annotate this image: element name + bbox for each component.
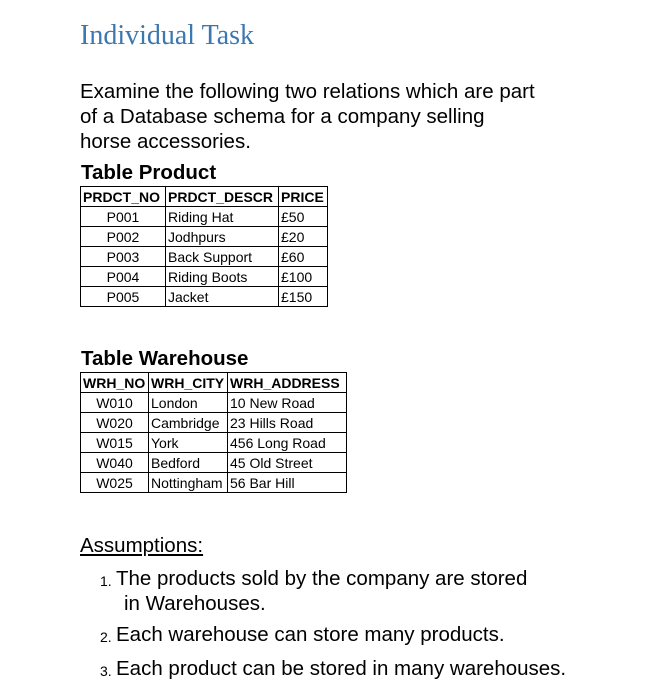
- list-item-line: Each warehouse can store many products.: [116, 623, 505, 646]
- list-item-text: [116, 656, 566, 684]
- table-row: [81, 267, 328, 287]
- column-header-prdct-no: PRDCT_NO: [81, 187, 166, 207]
- table-row: [81, 247, 328, 267]
- table-header-row: [81, 373, 347, 393]
- product-table: [80, 186, 328, 307]
- list-item-text: [116, 622, 505, 650]
- intro-line-3: horse accessories.: [80, 130, 251, 153]
- table-cell: P005: [81, 287, 166, 307]
- table-cell: P004: [81, 267, 166, 287]
- column-header-price: PRICE: [279, 187, 328, 207]
- list-item-number: 2.: [100, 629, 112, 645]
- table-cell: Bedford: [149, 453, 228, 473]
- list-item-number: 3.: [100, 663, 112, 679]
- list-item-text: [116, 566, 527, 616]
- intro-line-1: Examine the following two relations which are part: [80, 80, 535, 103]
- table-row: [81, 453, 347, 473]
- table-cell: W010: [81, 393, 149, 413]
- table-cell: 456 Long Road: [228, 433, 347, 453]
- list-item-line: The products sold by the company are stored: [116, 567, 528, 590]
- table-cell: 23 Hills Road: [228, 413, 347, 433]
- table-row: [81, 287, 328, 307]
- intro-line-2: of a Database schema for a company selling: [80, 105, 485, 128]
- intro-paragraph: [80, 79, 600, 154]
- table-cell: Nottingham: [149, 473, 228, 493]
- table-cell: W015: [81, 433, 149, 453]
- table-cell: 10 New Road: [228, 393, 347, 413]
- column-header-prdct-descr: PRDCT_DESCR: [166, 187, 279, 207]
- table-cell: £60: [279, 247, 328, 267]
- list-item-number: 1.: [100, 573, 112, 589]
- column-header-wrh-no: WRH_NO: [81, 373, 149, 393]
- table-cell: W020: [81, 413, 149, 433]
- table-row: [81, 433, 347, 453]
- table-cell: Jacket: [166, 287, 279, 307]
- warehouse-table: [80, 372, 347, 493]
- table-cell: P003: [81, 247, 166, 267]
- column-header-wrh-address: WRH_ADDRESS: [228, 373, 347, 393]
- table-cell: York: [149, 433, 228, 453]
- table-header-row: [81, 187, 328, 207]
- table-cell: £20: [279, 227, 328, 247]
- table-cell: Jodhpurs: [166, 227, 279, 247]
- table-cell: Cambridge: [149, 413, 228, 433]
- table-cell: W040: [81, 453, 149, 473]
- assumptions-list: [100, 566, 630, 690]
- list-item-line: Each product can be stored in many warehouses.: [116, 657, 567, 680]
- table-row: [81, 207, 328, 227]
- table-cell: P002: [81, 227, 166, 247]
- table-cell: Back Support: [166, 247, 279, 267]
- table-cell: Riding Hat: [166, 207, 279, 227]
- table-cell: 56 Bar Hill: [228, 473, 347, 493]
- table-cell: 45 Old Street: [228, 453, 347, 473]
- table-cell: P001: [81, 207, 166, 227]
- warehouse-table-heading: Table Warehouse: [81, 347, 249, 370]
- table-cell: W025: [81, 473, 149, 493]
- table-cell: Riding Boots: [166, 267, 279, 287]
- list-item: [100, 566, 630, 616]
- product-table-heading: Table Product: [81, 161, 217, 184]
- table-row: [81, 227, 328, 247]
- table-row: [81, 413, 347, 433]
- list-item-line: in Warehouses.: [124, 592, 266, 615]
- table-cell: London: [149, 393, 228, 413]
- list-item: [100, 656, 630, 684]
- table-cell: £100: [279, 267, 328, 287]
- table-row: [81, 393, 347, 413]
- table-cell: £150: [279, 287, 328, 307]
- table-cell: £50: [279, 207, 328, 227]
- list-item: [100, 622, 630, 650]
- page-title: Individual Task: [80, 20, 255, 51]
- assumptions-heading: Assumptions:: [80, 534, 204, 557]
- table-row: [81, 473, 347, 493]
- column-header-wrh-city: WRH_CITY: [149, 373, 228, 393]
